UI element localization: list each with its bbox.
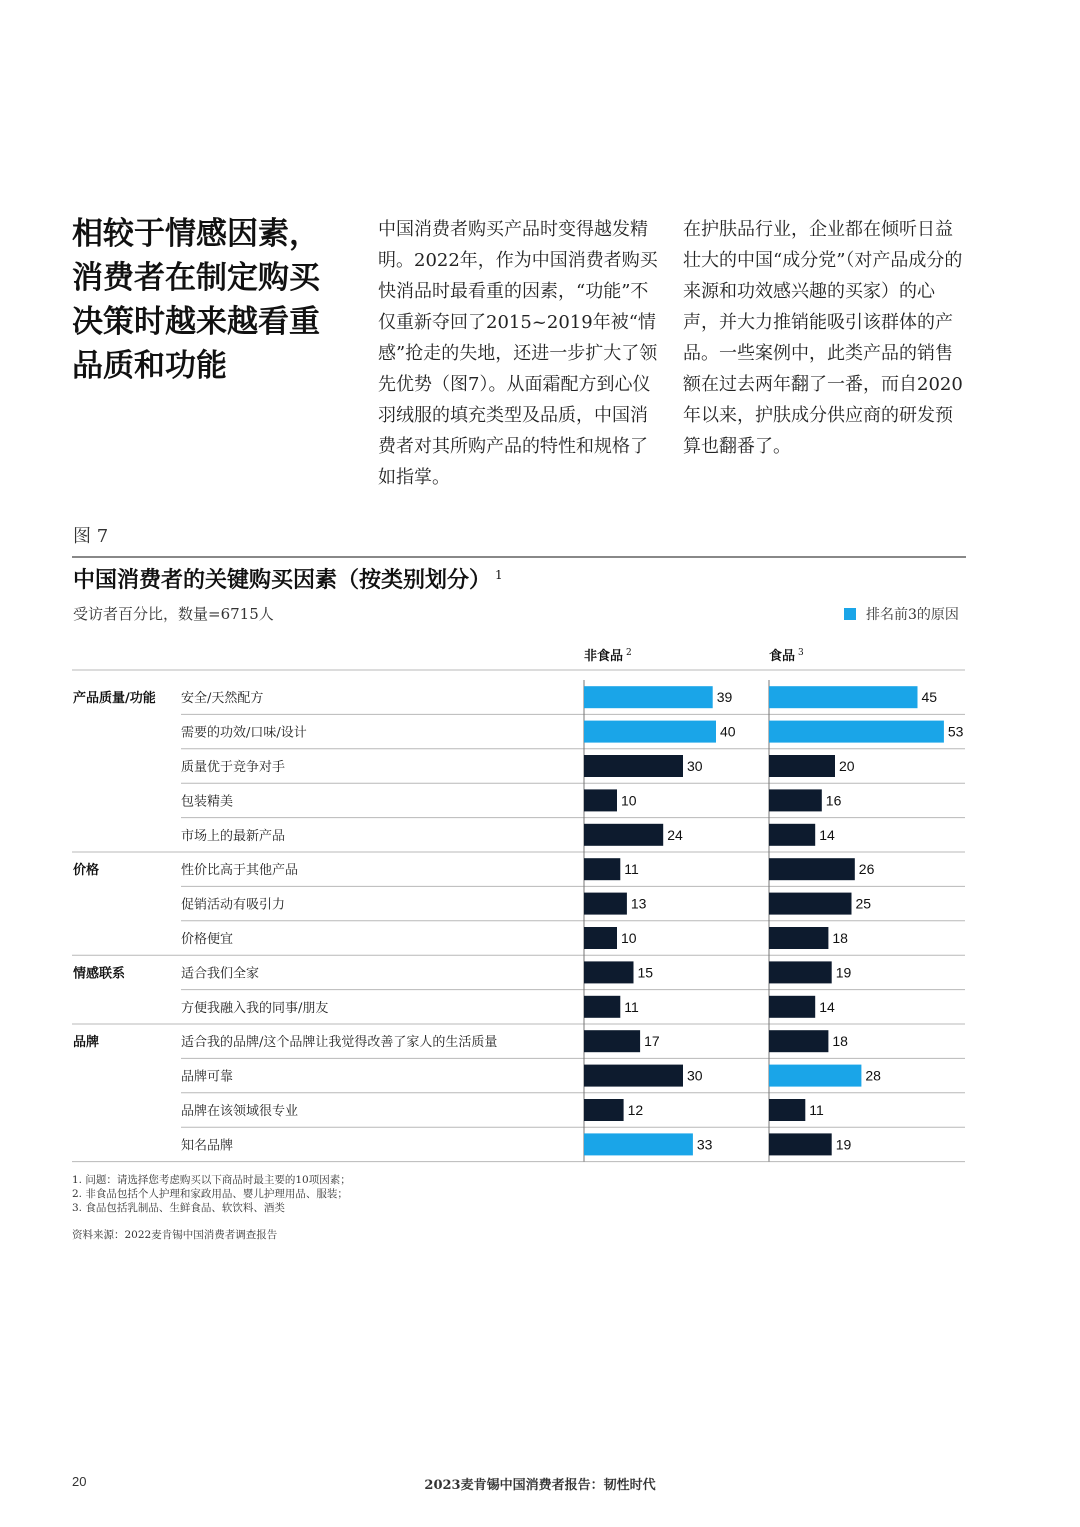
headline: 相较于情感因素，消费者在制定购买决策时越来越看重品质和功能 bbox=[72, 216, 320, 384]
bar-0-8 bbox=[584, 961, 634, 983]
bar-label-1-2: 20 bbox=[839, 758, 855, 774]
category-label-7: 价格便宜 bbox=[181, 932, 234, 947]
bar-1-1 bbox=[769, 721, 944, 743]
category-label-2: 质量优于竞争对手 bbox=[181, 760, 286, 775]
footnote-3: 3. 食品包括乳制品、生鲜食品、软饮料、酒类 bbox=[72, 1202, 285, 1214]
bar-label-1-3: 16 bbox=[825, 792, 842, 809]
group-label-0: 产品质量/功能 bbox=[73, 691, 156, 707]
bar-label-0-9: 11 bbox=[624, 998, 639, 1015]
bar-1-5 bbox=[769, 858, 855, 880]
category-label-8: 适合我们全家 bbox=[181, 966, 260, 982]
bar-label-1-8: 19 bbox=[835, 964, 852, 981]
body-text-column-1: 中国消费者购买产品时变得越发精明。2022年，作为中国消费者购买快消品时最看重的因素，“功能”不仅重新夺回了2015~2019年被“情感”抢走的失地，还进一步扩大了领先优势（图7）。从面霜配方到心仪羽绒服的填充类型及品质，中国消费者对其所购产品的特性和规格了如指掌。 bbox=[378, 219, 658, 488]
bar-label-1-11: 28 bbox=[865, 1067, 881, 1084]
bar-0-0 bbox=[584, 686, 713, 708]
bar-label-0-10: 17 bbox=[644, 1033, 660, 1050]
bar-1-6 bbox=[769, 893, 852, 915]
bar-label-0-2: 30 bbox=[687, 758, 703, 774]
bar-label-1-10: 18 bbox=[832, 1033, 848, 1050]
series-header-0: 非食品 $^2$ bbox=[584, 648, 632, 664]
bar-0-6 bbox=[584, 893, 627, 915]
category-label-0: 安全/天然配方 bbox=[181, 691, 264, 707]
bar-1-10 bbox=[769, 1030, 828, 1052]
bar-label-0-0: 39 bbox=[716, 689, 733, 706]
chart-title-note: 1 bbox=[495, 567, 503, 582]
bar-label-1-0: 45 bbox=[921, 689, 938, 706]
bar-label-1-9: 14 bbox=[819, 998, 835, 1015]
bar-label-0-11: 30 bbox=[687, 1067, 703, 1084]
footer-title: 2023麦肯锡中国消费者报告：韧性时代 bbox=[424, 1478, 656, 1493]
bar-label-0-7: 10 bbox=[621, 930, 637, 946]
category-label-12: 品牌在该领域很专业 bbox=[181, 1104, 299, 1119]
page-number: 20 bbox=[72, 1474, 87, 1489]
bar-label-1-4: 14 bbox=[819, 826, 835, 843]
bar-0-1 bbox=[584, 721, 716, 743]
bar-1-11 bbox=[769, 1065, 861, 1087]
source-note: 资料来源：2022麦肯锡中国消费者调查报告 bbox=[72, 1229, 278, 1241]
bar-label-1-7: 18 bbox=[832, 930, 848, 946]
bar-0-2 bbox=[584, 755, 683, 777]
category-label-1: 需要的功效/口味/设计 bbox=[181, 725, 307, 741]
category-label-5: 性价比高于其他产品 bbox=[181, 863, 299, 879]
bar-label-0-4: 24 bbox=[667, 826, 683, 843]
legend-label: 排名前3的原因 bbox=[866, 607, 959, 623]
category-label-13: 知名品牌 bbox=[181, 1138, 234, 1154]
bar-0-10 bbox=[584, 1030, 640, 1052]
bar-0-4 bbox=[584, 824, 663, 846]
bar-0-13 bbox=[584, 1133, 693, 1155]
bar-label-0-8: 15 bbox=[637, 964, 654, 981]
bar-label-0-13: 33 bbox=[696, 1136, 713, 1153]
group-label-2: 情感联系 bbox=[73, 966, 126, 982]
category-label-3: 包装精美 bbox=[181, 794, 234, 810]
category-label-10: 适合我的品牌/这个品牌让我觉得改善了家人的生活质量 bbox=[181, 1035, 498, 1051]
footnotes bbox=[72, 1173, 351, 1215]
footnote-2: 2. 非食品包括个人护理和家政用品、婴儿护理用品、服装； bbox=[72, 1188, 348, 1200]
bar-label-1-6: 25 bbox=[855, 895, 872, 912]
category-label-6: 促销活动有吸引力 bbox=[181, 897, 286, 913]
bar-label-0-1: 40 bbox=[720, 723, 736, 740]
group-label-3: 品牌 bbox=[73, 1035, 100, 1051]
group-label-1: 价格 bbox=[73, 863, 100, 879]
bar-1-13 bbox=[769, 1133, 832, 1155]
category-label-9: 方便我融入我的同事/朋友 bbox=[181, 1000, 329, 1016]
bar-0-3 bbox=[584, 789, 617, 811]
bar-label-1-13: 19 bbox=[835, 1136, 852, 1153]
bar-1-9 bbox=[769, 996, 815, 1018]
chart-subtitle: 受访者百分比，数量=6715人 bbox=[73, 605, 274, 623]
bar-0-7 bbox=[584, 927, 617, 949]
bar-label-1-12: 11 bbox=[809, 1102, 824, 1118]
chart-title-text: 中国消费者的关键购买因素（按类别划分） bbox=[73, 567, 492, 593]
bar-label-1-5: 26 bbox=[858, 861, 875, 878]
series-header-1: 食品 $^3$ bbox=[769, 648, 804, 664]
bar-label-0-6: 13 bbox=[630, 895, 647, 912]
bar-0-11 bbox=[584, 1065, 683, 1087]
bar-label-0-5: 11 bbox=[624, 861, 639, 878]
bar-0-5 bbox=[584, 858, 620, 880]
bar-label-1-1: 53 bbox=[947, 723, 964, 740]
category-label-11: 品牌可靠 bbox=[181, 1069, 234, 1085]
body-text-column-2: 在护肤品行业，企业都在倾听日益壮大的中国“成分党”（对产品成分的来源和功效感兴趣的买家）的心声，并大力推销能吸引该群体的产品。一些案例中，此类产品的销售额在过去两年翻了一番，而自2020年以来，护肤成分供应商的研发预算也翻番了。 bbox=[683, 219, 963, 457]
bar-1-12 bbox=[769, 1099, 805, 1121]
bar-label-0-12: 12 bbox=[627, 1102, 644, 1118]
bar-label-0-3: 10 bbox=[621, 792, 637, 809]
bar-1-2 bbox=[769, 755, 835, 777]
bar-1-3 bbox=[769, 789, 822, 811]
bar-1-7 bbox=[769, 927, 828, 949]
figure-label: 图 7 bbox=[73, 526, 109, 547]
bar-1-0 bbox=[769, 686, 918, 708]
bar-0-12 bbox=[584, 1099, 624, 1121]
category-label-4: 市场上的最新产品 bbox=[181, 828, 286, 844]
bar-0-9 bbox=[584, 996, 620, 1018]
footnote-1: 1. 问题：请选择您考虑购买以下商品时最主要的10项因素； bbox=[72, 1174, 351, 1186]
bar-1-8 bbox=[769, 961, 832, 983]
bar-1-4 bbox=[769, 824, 815, 846]
